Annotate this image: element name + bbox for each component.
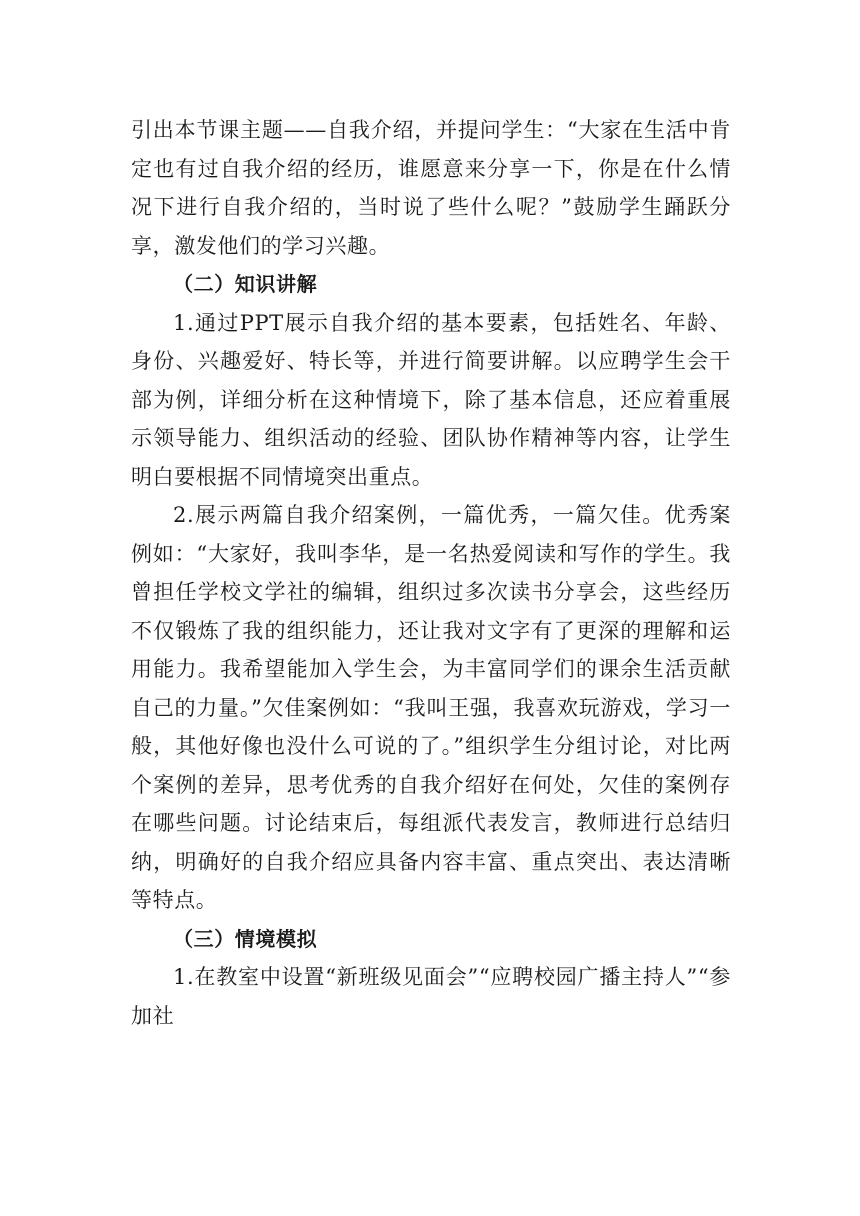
document-body xyxy=(131,111,731,1035)
section-heading-knowledge-explanation: （二）知识讲解 xyxy=(173,272,318,296)
paragraph-intro-continuation: 引出本节课主题——自我介绍，并提问学生：“大家在生活中肯定也有过自我介绍的经历，谁愿意来分享一下，你是在什么情况下进行自我介绍的，当时说了些什么呢？”鼓励学生踊跃分享，激发他们的学习兴趣。 xyxy=(131,118,731,258)
paragraph-scenario-item-1: 1.在教室中设置“新班级见面会”“应聘校园广播主持人”“参加社 xyxy=(131,965,731,1028)
paragraph-knowledge-item-2: 2.展示两篇自我介绍案例，一篇优秀，一篇欠佳。优秀案例如：“大家好，我叫李华，是一名热爱阅读和写作的学生。我曾担任学校文学社的编辑，组织过多次读书分享会，这些经历不仅锻炼了我的组织能力，还让我对文字有了更深的理解和运用能力。我希望能加入学生会，为丰富同学们的课余生活贡献自己的力量。”欠佳案例如：“我叫王强，我喜欢玩游戏，学习一般，其他好像也没什么可说的了。”组织学生分组讨论，对比两个案例的差异，思考优秀的自我介绍好在何处，欠佳的案例存在哪些问题。讨论结束后，每组派代表发言，教师进行总结归纳，明确好的自我介绍应具备内容丰富、重点突出、表达清晰等特点。 xyxy=(131,503,731,912)
section-heading-scenario-simulation: （三）情境模拟 xyxy=(173,926,318,951)
paragraph-knowledge-item-1: 1.通过PPT展示自我介绍的基本要素，包括姓名、年龄、身份、兴趣爱好、特长等，并进行简要讲解。以应聘学生会干部为例，详细分析在这种情境下，除了基本信息，还应着重展示领导能力、组织活动的经验、团队协作精神等内容，让学生明白要根据不同情境突出重点。 xyxy=(131,310,731,489)
